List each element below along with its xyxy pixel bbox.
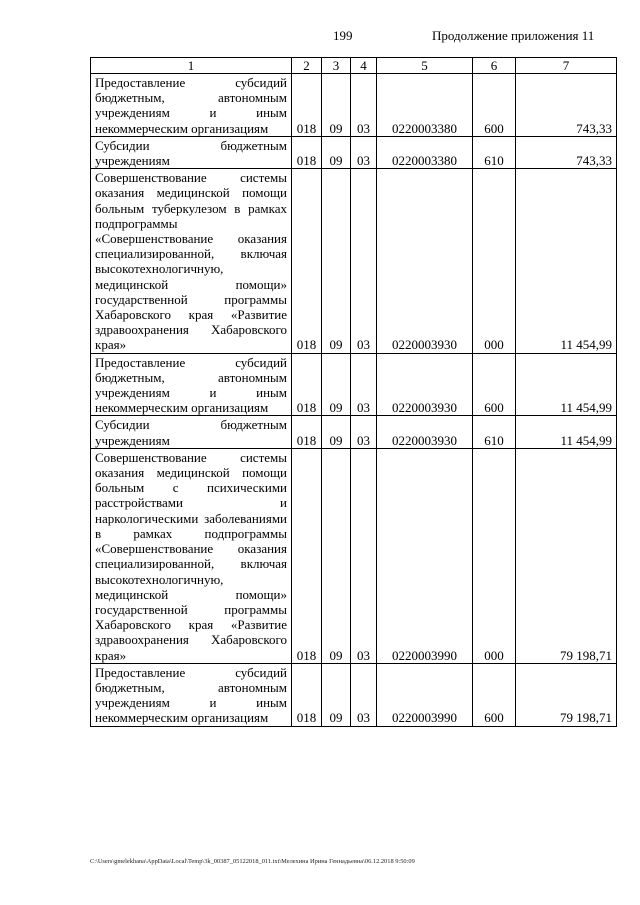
footer-file-path: C:\Users\gmelekhana\AppData\Local\Temp\3k_00387_05122018_011.txt\Мелехина Ирина Геннадьевна\06.12.2018 9:50:09 bbox=[90, 858, 415, 865]
column-header: 3 bbox=[322, 58, 351, 74]
expense-type-cell: 600 bbox=[473, 663, 516, 726]
target-article-cell: 0220003990 bbox=[377, 448, 473, 663]
subsection-cell: 03 bbox=[351, 448, 377, 663]
target-article-cell: 0220003380 bbox=[377, 136, 473, 168]
row-name-cell: Предоставление субсидий бюджетным, автономным учреждениям и иным некоммерческим организациям bbox=[91, 663, 292, 726]
amount-cell: 11 454,99 bbox=[516, 353, 617, 416]
column-header: 1 bbox=[91, 58, 292, 74]
expense-type-cell: 000 bbox=[473, 169, 516, 353]
target-article-cell: 0220003930 bbox=[377, 416, 473, 448]
expense-type-cell: 600 bbox=[473, 353, 516, 416]
row-name-cell: Субсидии бюджетным учреждениям bbox=[91, 136, 292, 168]
budget-table bbox=[90, 57, 617, 727]
section-cell: 09 bbox=[322, 416, 351, 448]
ministry-code-cell: 018 bbox=[292, 663, 322, 726]
ministry-code-cell: 018 bbox=[292, 169, 322, 353]
section-cell: 09 bbox=[322, 169, 351, 353]
section-cell: 09 bbox=[322, 448, 351, 663]
table-row bbox=[91, 74, 617, 137]
expense-type-cell: 610 bbox=[473, 416, 516, 448]
amount-cell: 743,33 bbox=[516, 74, 617, 137]
ministry-code-cell: 018 bbox=[292, 416, 322, 448]
subsection-cell: 03 bbox=[351, 169, 377, 353]
row-name-cell: Совершенствование системы оказания медицинской помощи больным туберкулезом в рамках подпрограммы «Совершенствование оказания специализированной, включая высокотехнологичную, медицинской помощи» государственной программы Хабаровского края «Развитие здравоохранения Хабаровского края» bbox=[91, 169, 292, 353]
ministry-code-cell: 018 bbox=[292, 74, 322, 137]
table-row bbox=[91, 448, 617, 663]
ministry-code-cell: 018 bbox=[292, 136, 322, 168]
target-article-cell: 0220003380 bbox=[377, 74, 473, 137]
table-header-row bbox=[91, 58, 617, 74]
amount-cell: 11 454,99 bbox=[516, 416, 617, 448]
amount-cell: 79 198,71 bbox=[516, 663, 617, 726]
subsection-cell: 03 bbox=[351, 136, 377, 168]
section-cell: 09 bbox=[322, 136, 351, 168]
subsection-cell: 03 bbox=[351, 416, 377, 448]
column-header: 4 bbox=[351, 58, 377, 74]
subsection-cell: 03 bbox=[351, 74, 377, 137]
row-name-cell: Предоставление субсидий бюджетным, автономным учреждениям и иным некоммерческим организациям bbox=[91, 353, 292, 416]
row-name-cell: Предоставление субсидий бюджетным, автономным учреждениям и иным некоммерческим организациям bbox=[91, 74, 292, 137]
ministry-code-cell: 018 bbox=[292, 353, 322, 416]
table-row bbox=[91, 663, 617, 726]
expense-type-cell: 610 bbox=[473, 136, 516, 168]
amount-cell: 11 454,99 bbox=[516, 169, 617, 353]
amount-cell: 79 198,71 bbox=[516, 448, 617, 663]
expense-type-cell: 600 bbox=[473, 74, 516, 137]
table-row bbox=[91, 169, 617, 353]
subsection-cell: 03 bbox=[351, 353, 377, 416]
row-name-cell: Совершенствование системы оказания медицинской помощи больным с психическими расстройствами и наркологическими заболеваниями в рамках подпрограммы «Совершенствование оказания специализированной, включая высокотехнологичную, медицинской помощи» государственной программы Хабаровского края «Развитие здравоохранения Хабаровского края» bbox=[91, 448, 292, 663]
row-name-cell: Субсидии бюджетным учреждениям bbox=[91, 416, 292, 448]
section-cell: 09 bbox=[322, 663, 351, 726]
column-header: 2 bbox=[292, 58, 322, 74]
amount-cell: 743,33 bbox=[516, 136, 617, 168]
expense-type-cell: 000 bbox=[473, 448, 516, 663]
ministry-code-cell: 018 bbox=[292, 448, 322, 663]
subsection-cell: 03 bbox=[351, 663, 377, 726]
table-row bbox=[91, 353, 617, 416]
table-row bbox=[91, 416, 617, 448]
section-cell: 09 bbox=[322, 353, 351, 416]
table-row bbox=[91, 136, 617, 168]
page-number: 199 bbox=[333, 28, 353, 43]
column-header: 7 bbox=[516, 58, 617, 74]
target-article-cell: 0220003930 bbox=[377, 353, 473, 416]
target-article-cell: 0220003930 bbox=[377, 169, 473, 353]
target-article-cell: 0220003990 bbox=[377, 663, 473, 726]
column-header: 6 bbox=[473, 58, 516, 74]
appendix-continuation-label: Продолжение приложения 11 bbox=[432, 28, 595, 43]
column-header: 5 bbox=[377, 58, 473, 74]
section-cell: 09 bbox=[322, 74, 351, 137]
